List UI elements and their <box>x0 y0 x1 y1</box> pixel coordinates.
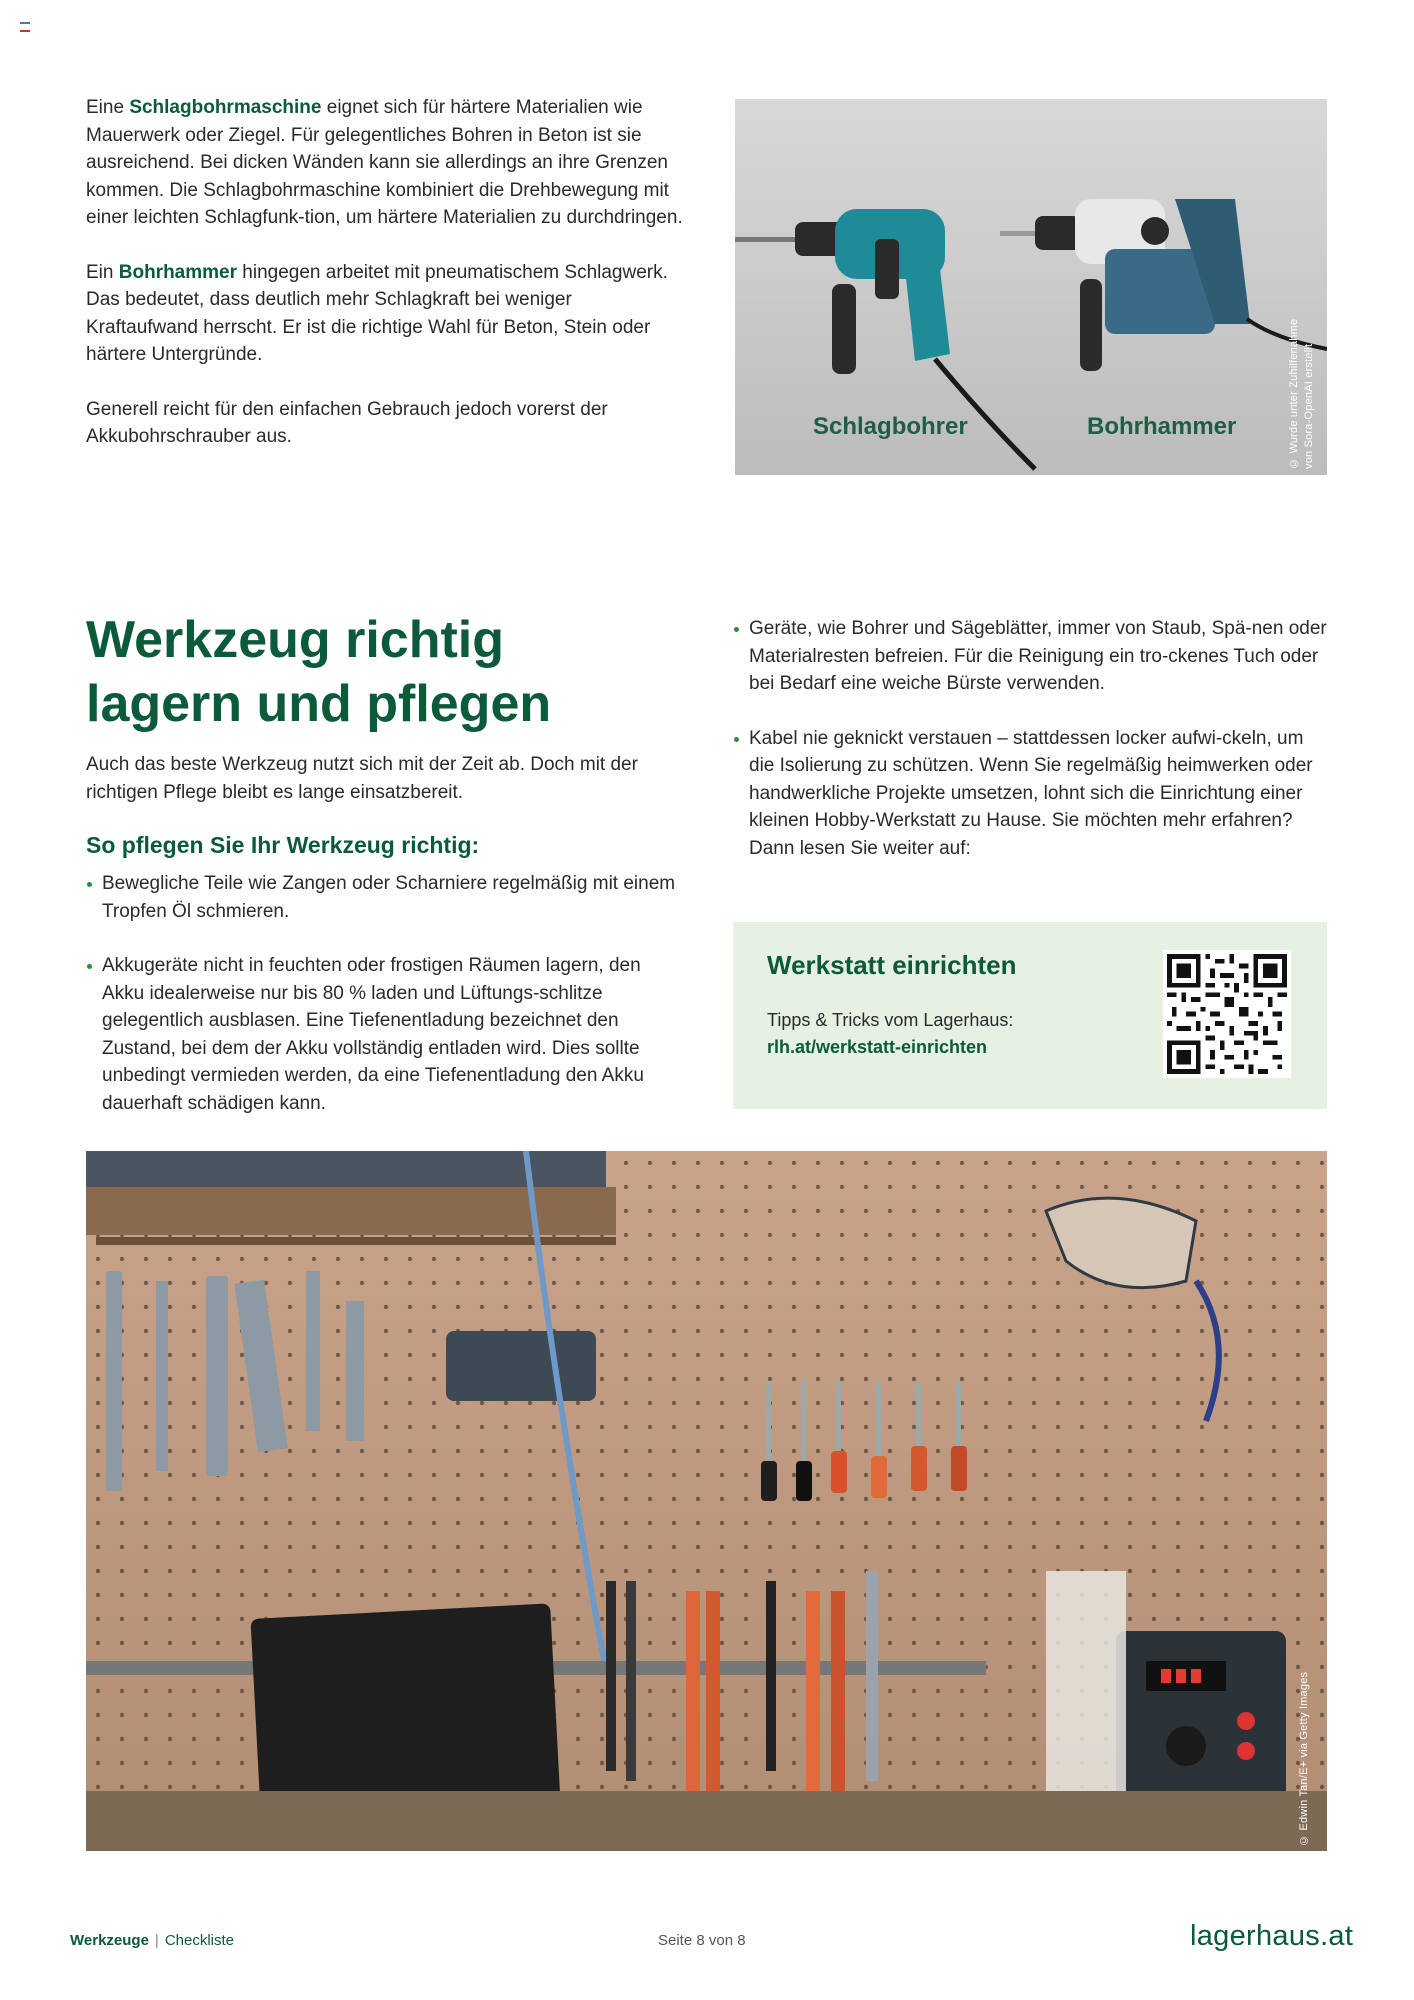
cta-link[interactable]: rlh.at/werkstatt-einrichten <box>767 1037 988 1057</box>
workshop-cta-box <box>733 922 1327 1109</box>
caption-schlagbohrer: Schlagbohrer <box>813 413 968 440</box>
corner-mark <box>20 22 30 32</box>
page-number: Seite 8 von 8 <box>658 1932 746 1949</box>
care-list-left <box>86 870 686 1144</box>
pegboard-illustration <box>86 1151 1327 1851</box>
intro-paragraph-2: Ein Bohrhammer hingegen arbeitet mit pneumatischem Schlagwerk. Das bedeutet, dass deutlich mehr Schlagkraft bei weniger Kraftaufwand herrscht. Er ist die richtige Wahl für Beton, Stein oder härtere Untergründe. <box>86 261 668 365</box>
section-title: Werkzeug richtig lagern und pflegen <box>86 611 552 733</box>
footer-subcategory[interactable]: Checkliste <box>164 1932 235 1949</box>
section-lead: Auch das beste Werkzeug nutzt sich mit der Zeit ab. Doch mit der richtigen Pflege bleibt es lange einsatzbereit. <box>86 754 638 803</box>
drill-image-credit-2: von Sora-OpenAI erstellt <box>1303 343 1315 469</box>
intro-paragraph-1: Eine Schlagbohrmaschine eignet sich für härtere Materialien wie Mauerwerk oder Ziegel. Für gelegentliches Bohren in Beton ist sie ausreichend. Bei dicken Wänden kann sie allerdings an ihre Grenzen kommen. Die Schlagbohrmaschine kombiniert die Drehbewegung mit einer leichten Schlagfunk-tion, um härtere Materialien zu durchdringen. <box>86 97 683 228</box>
list-item: Akkugeräte nicht in feuchten oder frostigen Räumen lagern, den Akku idealerweise nur bis 80 % laden und Lüftungs-schlitze gelegentlich ausblasen. Eine Tiefenentladung bezeichnet den Zustand, bei dem der Akku vollständig entladen wird. Dies sollte unbedingt vermieden werden, da eine Tiefenentladung den Akku dauerhaft schädigen kann. <box>86 952 686 1117</box>
footer-separator: | <box>154 1932 159 1949</box>
list-item: Bewegliche Teile wie Zangen oder Scharniere regelmäßig mit einem Tropfen Öl schmieren. <box>86 870 686 925</box>
footer-category[interactable]: Werkzeuge <box>70 1932 149 1949</box>
footer-breadcrumb <box>70 1932 234 1949</box>
intro-paragraph-3: Generell reicht für den einfachen Gebrauch jedoch vorerst der Akkubohrschrauber aus. <box>86 398 608 447</box>
intro-text <box>86 94 686 478</box>
qr-code-graphic <box>1167 954 1287 1074</box>
care-list-right <box>733 615 1333 889</box>
cta-title: Werkstatt einrichten <box>767 950 1017 980</box>
pegboard-credit: © Edwin Tan/E+ via Getty Images <box>1298 1671 1310 1846</box>
list-item: Kabel nie geknickt verstauen – stattdessen locker aufwi-ckeln, um die Isolierung zu schützen. Wenn Sie regelmäßig heimwerken oder handwerkliche Projekte umsetzen, lohnt sich die Einrichtung einer kleinen Hobby-Werkstatt zu Hause. Sie möchten mehr erfahren? Dann lesen Sie weiter auf: <box>733 725 1333 863</box>
list-item: Geräte, wie Bohrer und Sägeblätter, immer von Staub, Spä-nen oder Materialresten befreien. Für die Reinigung ein tro-ckenes Tuch oder bei Bedarf eine weiche Bürste verwenden. <box>733 615 1333 698</box>
drill-comparison-image <box>735 99 1327 475</box>
cta-intro: Tipps & Tricks vom Lagerhaus: <box>767 1010 1014 1030</box>
caption-bohrhammer: Bohrhammer <box>1087 413 1237 440</box>
care-subtitle: So pflegen Sie Ihr Werkzeug richtig: <box>86 832 480 858</box>
cta-text <box>767 1007 1013 1061</box>
qr-code[interactable] <box>1163 950 1291 1078</box>
brand-link[interactable]: lagerhaus.at <box>1190 1920 1354 1952</box>
drill-image-credit-1: © Wurde unter Zuhilfenahme <box>1288 318 1300 469</box>
pegboard-photo <box>86 1151 1327 1851</box>
